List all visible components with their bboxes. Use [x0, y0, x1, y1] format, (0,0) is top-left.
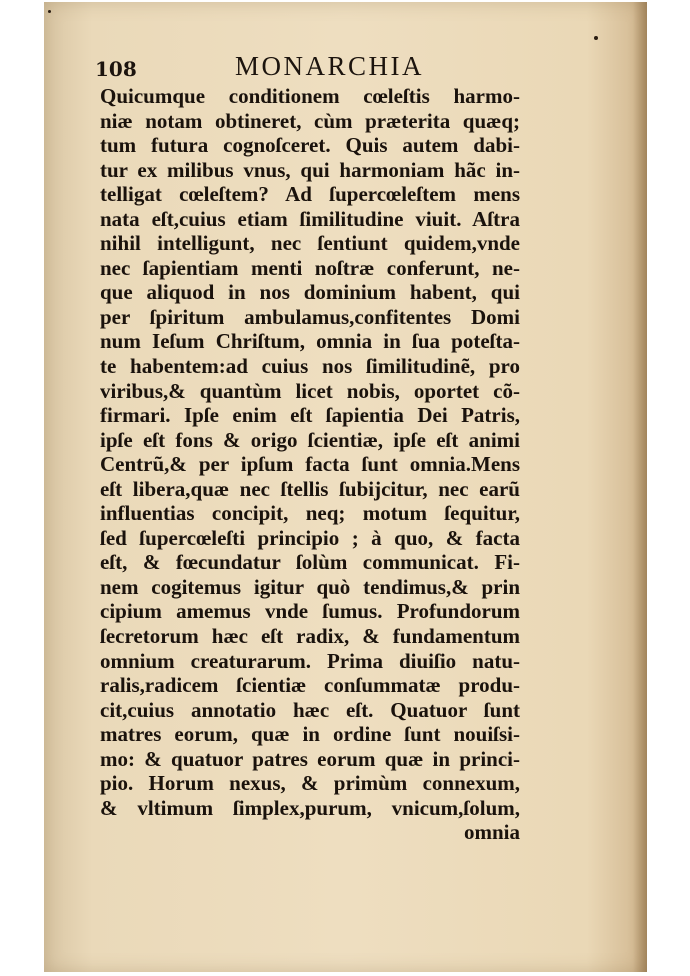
text-line: tum futura cognoſceret. Quis autem dabi-: [100, 133, 520, 158]
text-line: tur ex milibus vnus, qui harmoniam hãc in-: [100, 157, 520, 182]
ink-speck: [594, 36, 598, 40]
body-text: [100, 84, 520, 845]
text-line: Quicumque conditionem cœleſtis harmo-: [100, 84, 520, 108]
page-gutter-shadow: [633, 2, 647, 972]
running-title: MONARCHIA: [235, 51, 425, 81]
text-line: te habentem:ad cuius nos ſimilitudinẽ, pro: [100, 354, 520, 379]
text-line: nihil intelligunt, nec ſentiunt quidem,vnde: [100, 231, 520, 256]
text-line: eſt libera,quæ nec ſtellis ſubijcitur, nec earũ: [100, 476, 520, 501]
text-line: ſed ſupercœleſti principio ; à quo, & facta: [100, 525, 520, 550]
catchword: omnia: [463, 820, 520, 845]
text-line: mo: & quatuor patres eorum quæ in princi-: [100, 746, 520, 771]
text-line: nec ſapientiam menti noſtræ conferunt, ne-: [100, 255, 520, 280]
text-line: Centrũ,& per ipſum facta ſunt omnia.Mens: [100, 452, 520, 477]
text-line: num Ieſum Chriſtum, omnia in ſua poteſta-: [100, 329, 520, 354]
text-line: nem cogitemus igitur quò tendimus,& prin: [100, 574, 520, 599]
text-line: matres eorum, quæ in ordine ſunt nouiſsi-: [100, 722, 520, 747]
text-line: & vltimum ſimplex,purum, vnicum,ſolum,: [100, 795, 520, 820]
text-line: nata eſt,cuius etiam ſimilitudine viuit. Aſtra: [100, 206, 520, 231]
page-header: [95, 51, 515, 81]
text-line: ralis,radicem ſcientiæ conſummatæ produ-: [100, 673, 520, 698]
text-line: influentias concipit, neq; motum ſequitur,: [100, 501, 520, 526]
ink-speck: [48, 10, 51, 13]
text-line: viribus,& quantùm licet nobis, oportet cõ-: [100, 378, 520, 403]
text-line: omnium creaturarum. Prima diuiſio natu-: [100, 648, 520, 673]
page-number: 108: [95, 57, 137, 81]
text-line: eſt, & fœcundatur ſolùm communicat. Fi-: [100, 550, 520, 575]
text-line: ipſe eſt fons & origo ſcientiæ, ipſe eſt animi: [100, 427, 520, 452]
text-line: niæ notam obtineret, cùm præterita quæq;: [100, 108, 520, 133]
text-line: pio. Horum nexus, & primùm connexum,: [100, 771, 520, 796]
text-line: cipium amemus vnde ſumus. Profundorum: [100, 599, 520, 624]
text-line: telligat cœleſtem? Ad ſupercœleſtem mens: [100, 182, 520, 207]
text-line: que aliquod in nos dominium habent, qui: [100, 280, 520, 305]
text-line: per ſpiritum ambulamus,confitentes Domi: [100, 304, 520, 329]
text-line: cit,cuius annotatio hæc eſt. Quatuor ſunt: [100, 697, 520, 722]
text-line: firmari. Ipſe enim eſt ſapientia Dei Patris,: [100, 403, 520, 428]
text-line: ſecretorum hæc eſt radix, & fundamentum: [100, 624, 520, 649]
